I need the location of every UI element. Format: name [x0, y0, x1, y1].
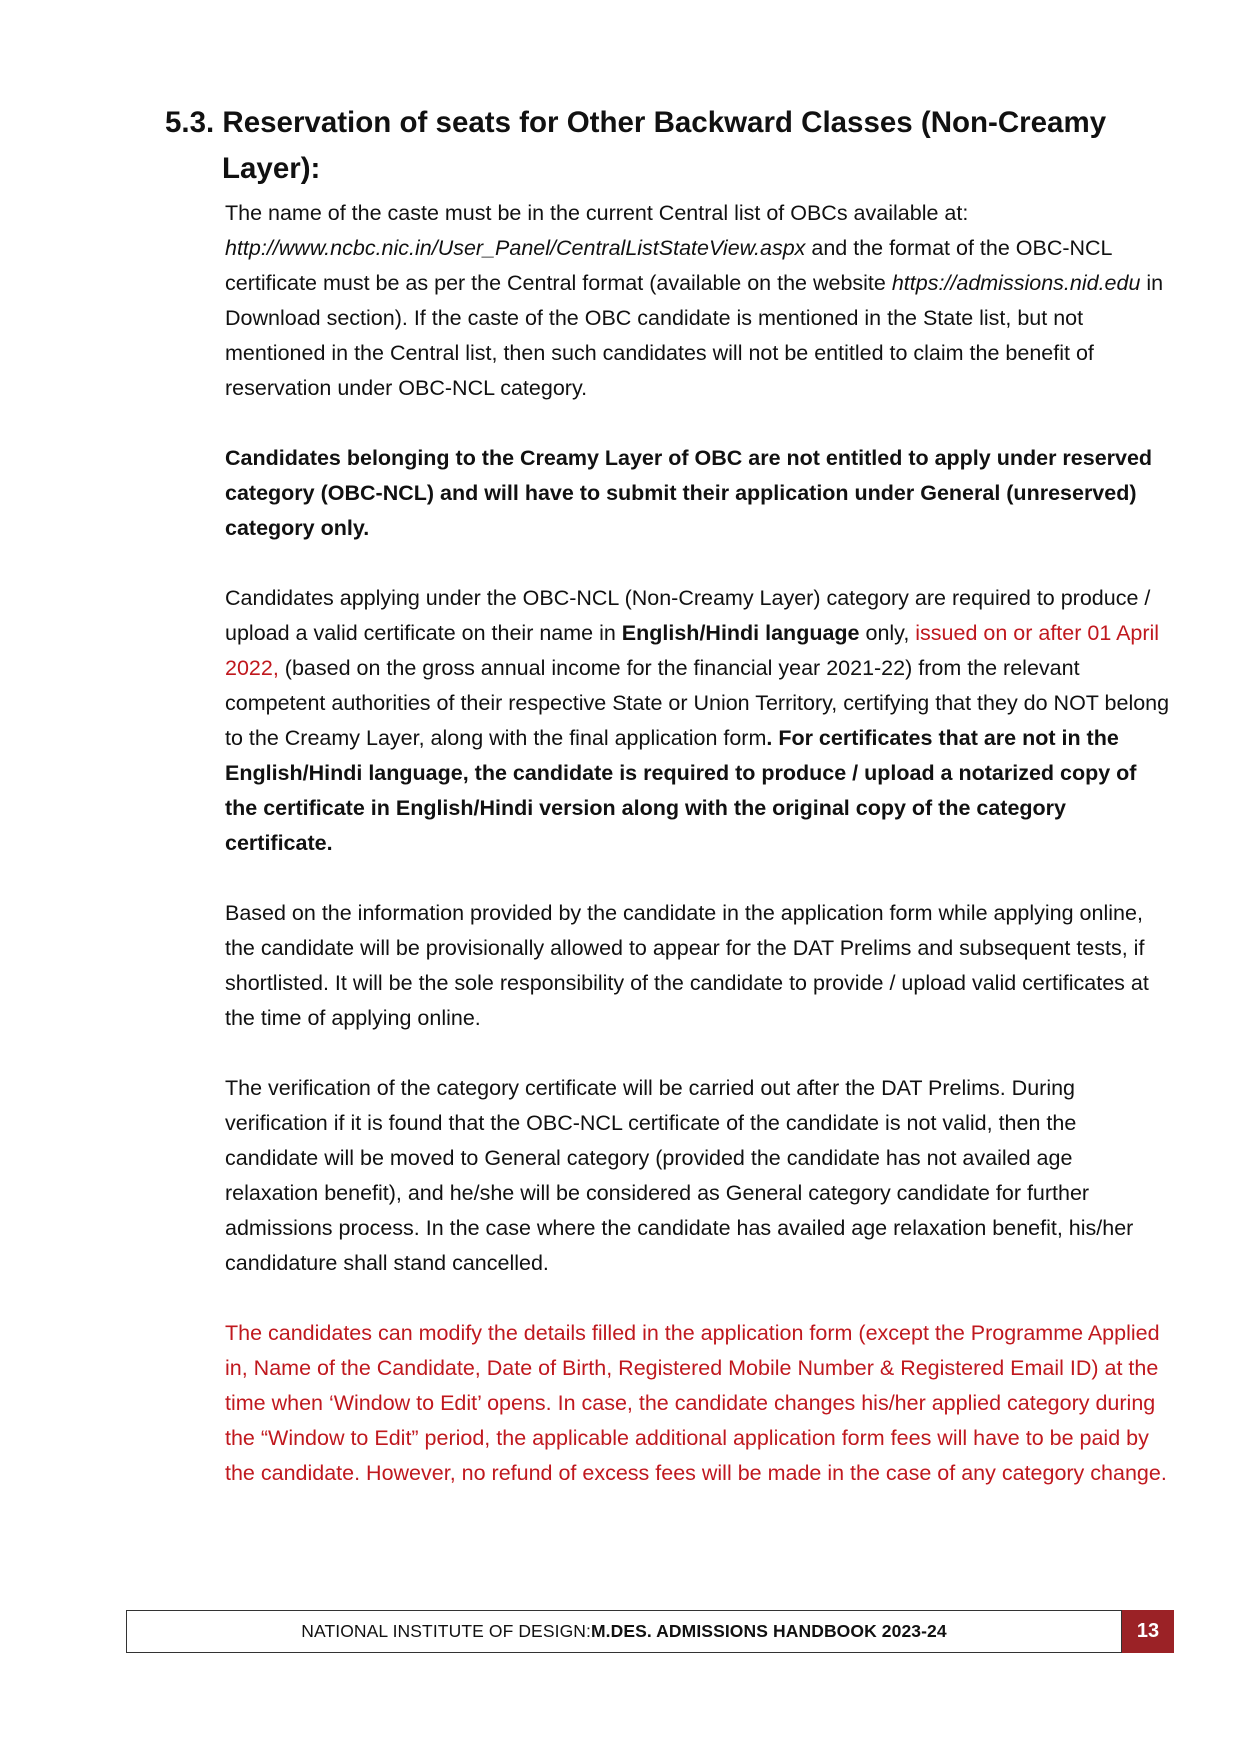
p3-issue-date-highlight: issued on or after 01 April 2022,: [225, 621, 1160, 680]
section-title-line2: Layer):: [222, 152, 321, 185]
section-title-line1: Reservation of seats for Other Backward Classes (Non-Creamy: [222, 106, 1107, 139]
ncbc-url-link[interactable]: http://www.ncbc.nic.in/User_Panel/CentralListStateView.aspx: [225, 236, 806, 260]
paragraph-verification: The verification of the category certificate will be carried out after the DAT Prelims. During verification if it is found that the OBC-NCL certificate of the candidate is not valid, then the candidate will be moved to General category (provided the candidate has not availed age relaxation benefit), and he/she will be considered as General category candidate for further admissions process. In the case where the candidate has availed age relaxation benefit, his/her candidature shall stand cancelled.: [225, 1076, 1134, 1275]
section-heading: [165, 100, 1125, 192]
paragraph-creamy-layer-notice: Candidates belonging to the Creamy Layer of OBC are not entitled to apply under reserved category (OBC-NCL) and will have to submit their application under General (unreserved) category only.: [225, 446, 1153, 540]
p1-text1: The name of the caste must be in the current Central list of OBCs available at:: [225, 201, 969, 225]
page-number-badge: 13: [1122, 1610, 1174, 1653]
p1-text2: and the format of the OBC-NCL certificate must be as per the Central format (available on the website: [225, 236, 1112, 295]
footer-institute: NATIONAL INSTITUTE OF DESIGN:: [301, 1621, 591, 1641]
section-number: 5.3.: [165, 106, 215, 139]
p3-text1: Candidates applying under the OBC-NCL (Non-Creamy Layer) category are required to produce / upload a valid certificate on their name in: [225, 586, 1151, 645]
paragraph-certificate-requirements: [225, 581, 1170, 861]
paragraph-window-to-edit: The candidates can modify the details filled in the application form (except the Programme Applied in, Name of the Candidate, Date of Birth, Registered Mobile Number & Registered Email ID) at the time when ‘Window to Edit’ opens. In case, the candidate changes his/her applied category during the “Window to Edit” period, the applicable additional application form fees will have to be paid by the candidate. However, no refund of excess fees will be made in the case of any category change.: [225, 1321, 1167, 1485]
paragraph-provisional-allowance: Based on the information provided by the candidate in the application form while applying online, the candidate will be provisionally allowed to appear for the DAT Prelims and subsequent tests, if shortlisted. It will be the sole responsibility of the candidate to provide / upload valid certificates at the time of applying online.: [225, 901, 1149, 1030]
p3-text2: only,: [859, 621, 916, 645]
p3-language-emphasis: English/Hindi language: [621, 621, 860, 645]
footer-banner: [126, 1610, 1122, 1653]
paragraph-obc-central-list: [225, 196, 1170, 406]
p3-notarized-copy-notice: . For certificates that are not in the English/Hindi language, the candidate is required to produce / upload a notarized copy of the certificate in English/Hindi version along with the original copy of the category certificate.: [225, 726, 1137, 855]
admissions-url-link[interactable]: https://admissions.nid.edu: [891, 271, 1141, 295]
p3-text3: (based on the gross annual income for the financial year 2021-22) from the relevant competent authorities of their respective State or Union Territory, certifying that they do NOT belong to the Creamy Layer, along with the final application form: [225, 656, 1170, 750]
p1-text3: in Download section). If the caste of the OBC candidate is mentioned in the State list, but not mentioned in the Central list, then such candidates will not be entitled to claim the benefit of reservation under OBC-NCL category.: [225, 271, 1164, 400]
section-body: [225, 196, 1170, 1491]
footer-handbook-title: M.DES. ADMISSIONS HANDBOOK 2023-24: [590, 1621, 947, 1641]
